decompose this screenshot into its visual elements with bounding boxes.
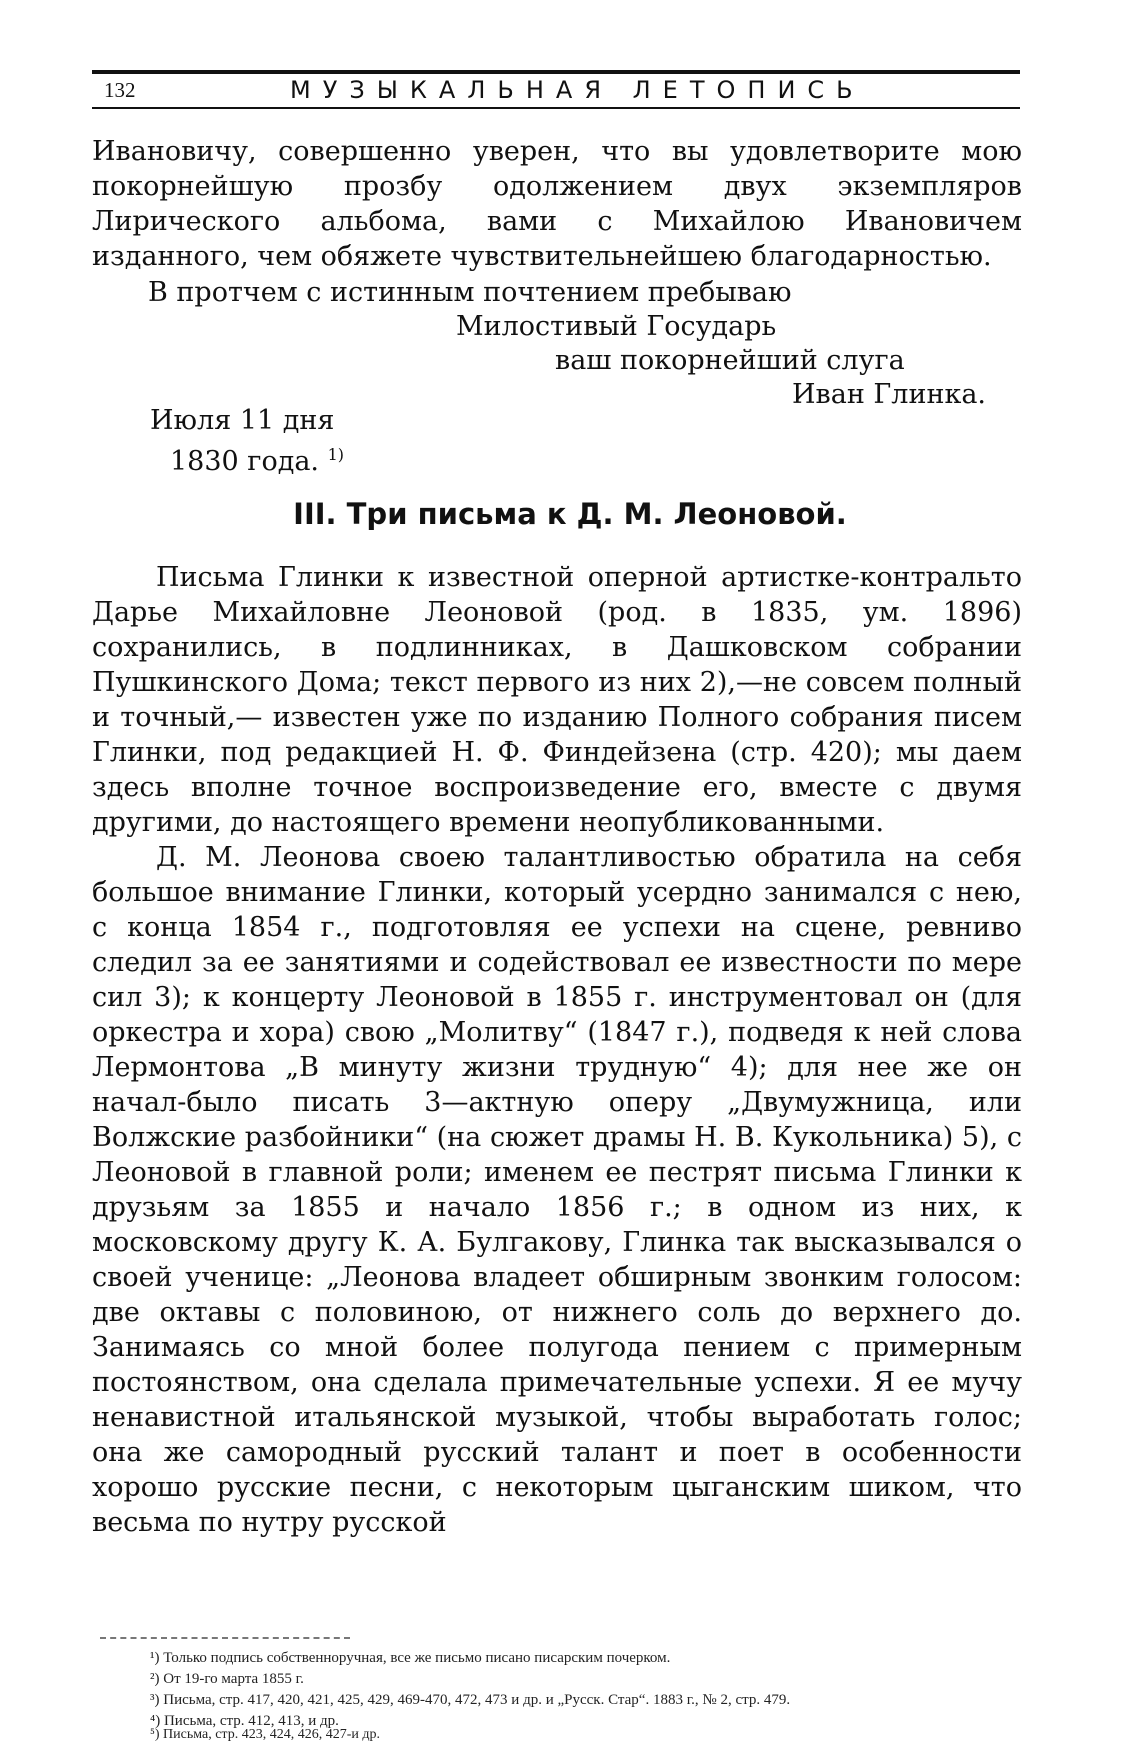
page-number: 132 <box>104 78 136 102</box>
letter-date-line-2 <box>170 438 344 479</box>
section-body <box>92 560 1022 1540</box>
footnote-separator <box>100 1637 350 1639</box>
running-title: МУЗЫКАЛЬНАЯ ЛЕТОПИСЬ <box>290 76 865 104</box>
letter-opening-paragraph: Ивановичу, совершенно уверен, что вы удовлетворите мою покорнейшую прозбу одолжением двух экземпляров Лирического альбома, вами с Михайлою Ивановичем изданного, чем обяжете чувствительнейшею благодарностью. <box>92 136 1022 272</box>
footnote-1: ¹) Только подпись собственноручная, все же письмо писано писарским почерком. <box>150 1650 671 1666</box>
footnote-2: ²) От 19-го марта 1855 г. <box>150 1671 304 1687</box>
letter-date-line-1: Июля 11 дня <box>150 405 335 436</box>
letter-date-text: 1830 года. <box>170 446 320 477</box>
letter-opening <box>92 134 1022 274</box>
section-paragraph-1: Письма Глинки к известной оперной артистке-контральто Дарье Михайловне Леоновой (род. в 1835, ум. 1896) сохранились, в подлинниках, в Дашковском собрании Пушкинского Дома; текст первого из них 2),—не совсем полный и точный,— известен уже по изданию Полного собрания писем Глинки, под редакцией Н. Ф. Финдейзена (стр. 420); мы даем здесь вполне точное воспроизведение его, вместе с двумя другими, до настоящего времени неопубликованными. <box>92 562 1022 838</box>
footnote-4: ⁴) Письма, стр. 412, 413, и др. <box>150 1713 339 1729</box>
header-rule-bottom <box>92 107 1020 109</box>
footnote-ref-1: 1) <box>327 445 345 464</box>
header-rule-top <box>92 70 1020 74</box>
letter-salutation: Милостивый Государь <box>456 311 777 342</box>
letter-signature: Иван Глинка. <box>792 379 986 410</box>
letter-closing-line: В протчем с истинным почтением пребываю <box>148 277 792 308</box>
footnote-5: ⁵) Письма, стр. 423, 424, 426, 427-и др. <box>150 1727 381 1742</box>
section-heading: III. Три письма к Д. М. Леоновой. <box>293 497 847 531</box>
section-paragraph-2: Д. М. Леонова своею талантливостью обратила на себя большое внимание Глинки, который усердно занимался с нею, с конца 1854 г., подготовляя ее успехи на сцене, ревниво следил за ее занятиями и содействовал ее известности по мере сил 3); к концерту Леоновой в 1855 г. инструментовал он (для оркестра и хора) свою „Молитву“ (1847 г.), подведя к ней слова Лермонтова „В минуту жизни трудную“ 4); для нее же он начал-было писать 3—актную оперу „Двумужница, или Волжские разбойники“ (на сюжет драмы Н. В. Кукольника) 5), с Леоновой в главной роли; именем ее пестрят письма Глинки к друзьям за 1855 и начало 1856 г.; в одном из них, к московскому другу К. А. Булгакову, Глинка так высказывался о своей ученице: „Леонова владеет обширным звонким голосом: две октавы с половиною, от нижнего соль до верхнего до. Занимаясь со мной более полугода пением с примерным постоянством, она сделала примечательные успехи. Я ее мучу ненавистной итальянской музыкой, чтобы выработать голос; она же самородный русский талант и поет в особенности хорошо русские песни, с некоторым цыганским шиком, что весьма по нутру русской <box>92 842 1022 1538</box>
footnote-3: ³) Письма, стр. 417, 420, 421, 425, 429, 469-470, 472, 473 и др. и „Русск. Стар“. 1883 г., № 2, стр. 479. <box>150 1692 791 1708</box>
letter-servant-line: ваш покорнейший слуга <box>555 345 905 376</box>
